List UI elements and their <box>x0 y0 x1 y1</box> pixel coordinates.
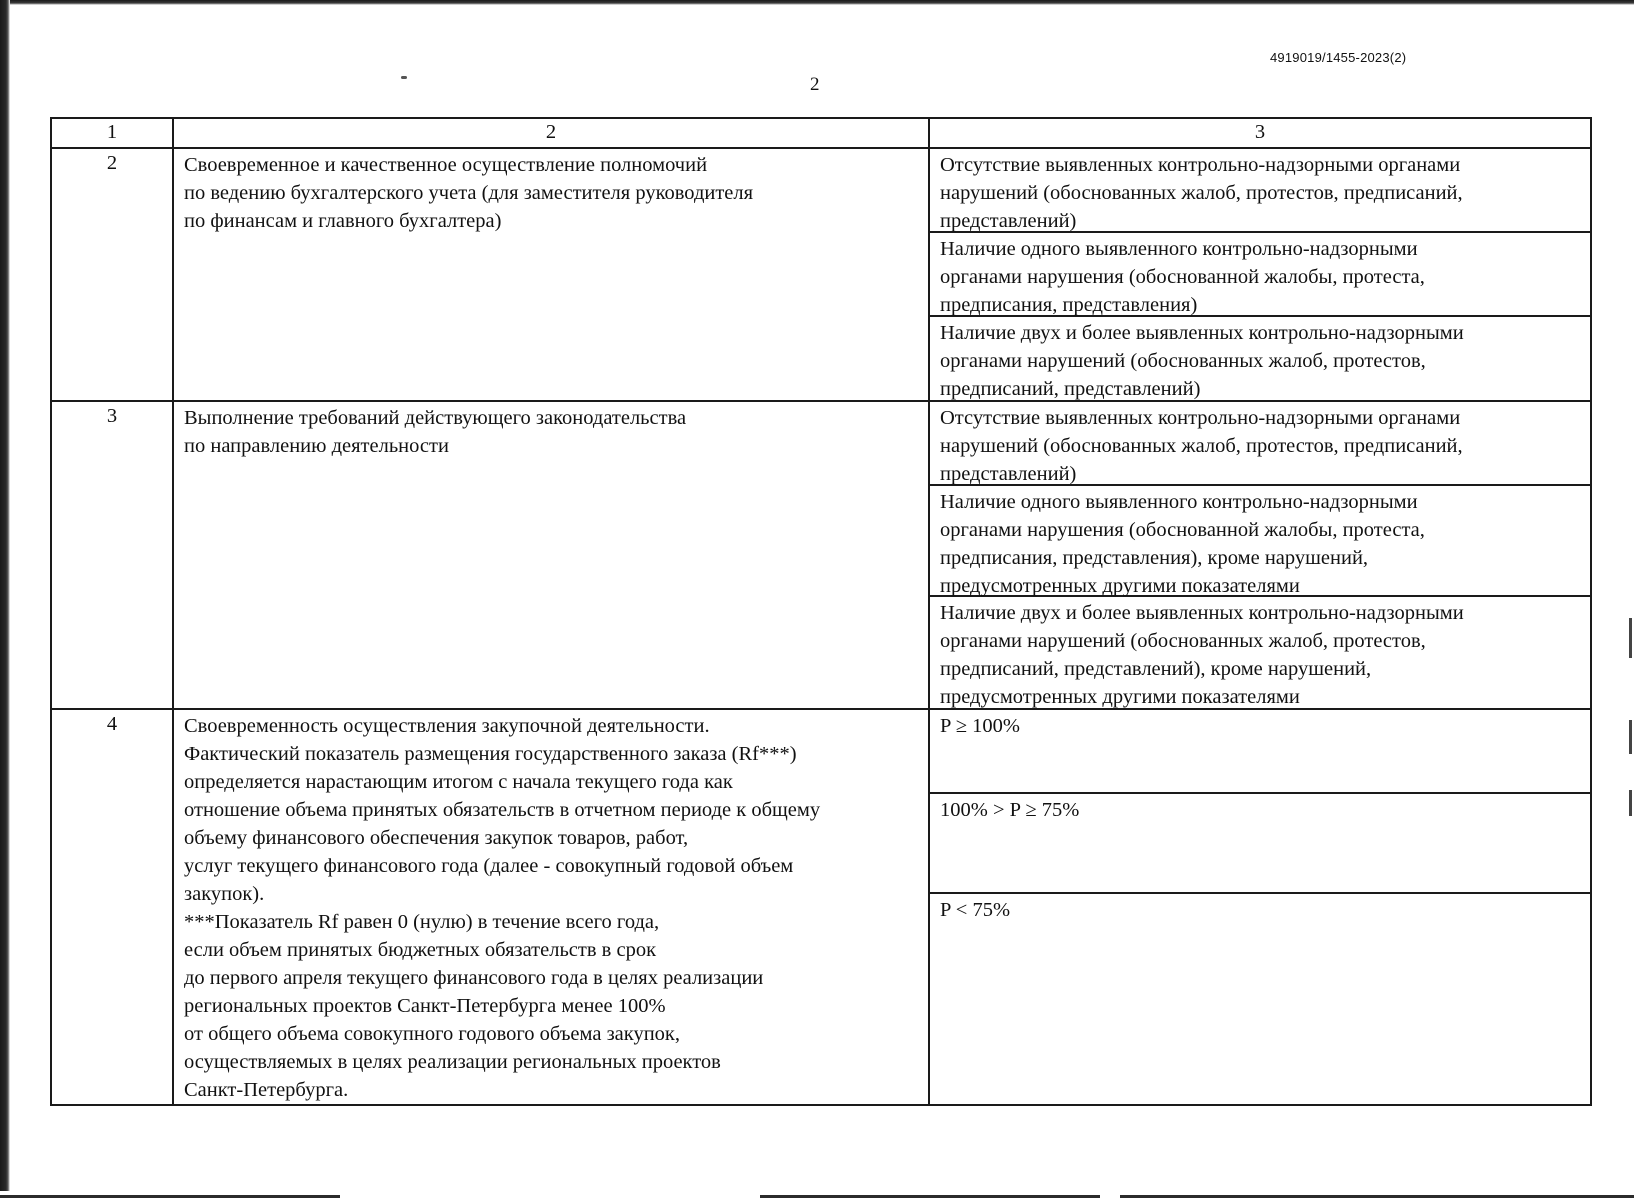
scan-mark-right <box>1629 720 1632 754</box>
scan-edge-bottom <box>0 1191 1634 1200</box>
indicator-cell <box>173 401 929 709</box>
criterion-item: Наличие одного выявленного контрольно-надзорными органами нарушения (обоснованной жалобы, протеста, предписания, представления), кроме нарушений, предусмотренных другими показателями <box>930 486 1590 597</box>
criterion-item: 100% > P ≥ 75% <box>930 794 1590 894</box>
scan-edge-top <box>0 0 1634 5</box>
column-header-3: 3 <box>929 118 1591 148</box>
indicator-text: Своевременность осуществления закупочной деятельности. Фактический показатель размещения государственного заказа (Rf***) определяется нарастающим итогом с начала текущего года как отношение объема принятых обязательств в отчетном периоде к общему объему финансового обеспечения закупок товаров, работ, услуг текущего финансового года (далее - совокупный годовой объем закупок). ***Показатель Rf равен 0 (нулю) в течение всего года, если объем принятых бюджетных обязательств в срок до первого апреля текущего финансового года в целях реализации региональных проектов Санкт-Петербурга менее 100% от общего объема совокупного годового объема закупок, осуществляемых в целях реализации региональных проектов Санкт-Петербурга. <box>184 715 821 1101</box>
row-number: 4 <box>51 709 173 1105</box>
criterion-item: Наличие одного выявленного контрольно-надзорными органами нарушения (обоснованной жалобы, протеста, предписания, представления) <box>930 233 1590 317</box>
scan-speck <box>401 76 407 79</box>
criterion-item: P < 75% <box>940 899 1011 921</box>
column-header-1: 1 <box>51 118 173 148</box>
indicator-cell <box>173 709 929 1105</box>
scan-mark-right <box>1629 618 1632 658</box>
scan-mark-right <box>1629 790 1632 816</box>
criterion-item: Наличие двух и более выявленных контрольно-надзорными органами нарушений (обоснованных жалоб, протестов, предписаний, представлений), кроме нарушений, предусмотренных другими показателями <box>940 602 1464 708</box>
criterion-item: Отсутствие выявленных контрольно-надзорными органами нарушений (обоснованных жалоб, протестов, предписаний, представлений) <box>930 402 1590 486</box>
criterion-item: Отсутствие выявленных контрольно-надзорными органами нарушений (обоснованных жалоб, протестов, предписаний, представлений) <box>930 149 1590 233</box>
table-row <box>51 709 1591 1105</box>
criterion-item: Наличие двух и более выявленных контрольно-надзорными органами нарушений (обоснованных жалоб, протестов, предписаний, представлений) <box>940 322 1464 400</box>
table-row <box>51 401 1591 709</box>
criterion-item: P ≥ 100% <box>930 710 1590 794</box>
indicator-text: Выполнение требований действующего законодательства по направлению деятельности <box>184 407 687 457</box>
table-row <box>51 148 1591 401</box>
indicator-cell <box>173 148 929 401</box>
table-header-row <box>51 118 1591 148</box>
column-header-2: 2 <box>173 118 929 148</box>
criteria-cell <box>929 148 1591 401</box>
criteria-cell <box>929 709 1591 1105</box>
row-number: 3 <box>51 401 173 709</box>
indicators-table <box>50 117 1592 1106</box>
page-number: 2 <box>810 74 820 95</box>
indicator-text: Своевременное и качественное осуществление полномочий по ведению бухгалтерского учета (для заместителя руководителя по финансам и главного бухгалтера) <box>184 154 754 232</box>
document-number: 4919019/1455-2023(2) <box>1270 50 1407 65</box>
criteria-cell <box>929 401 1591 709</box>
row-number: 2 <box>51 148 173 401</box>
scan-edge-left <box>0 0 10 1200</box>
